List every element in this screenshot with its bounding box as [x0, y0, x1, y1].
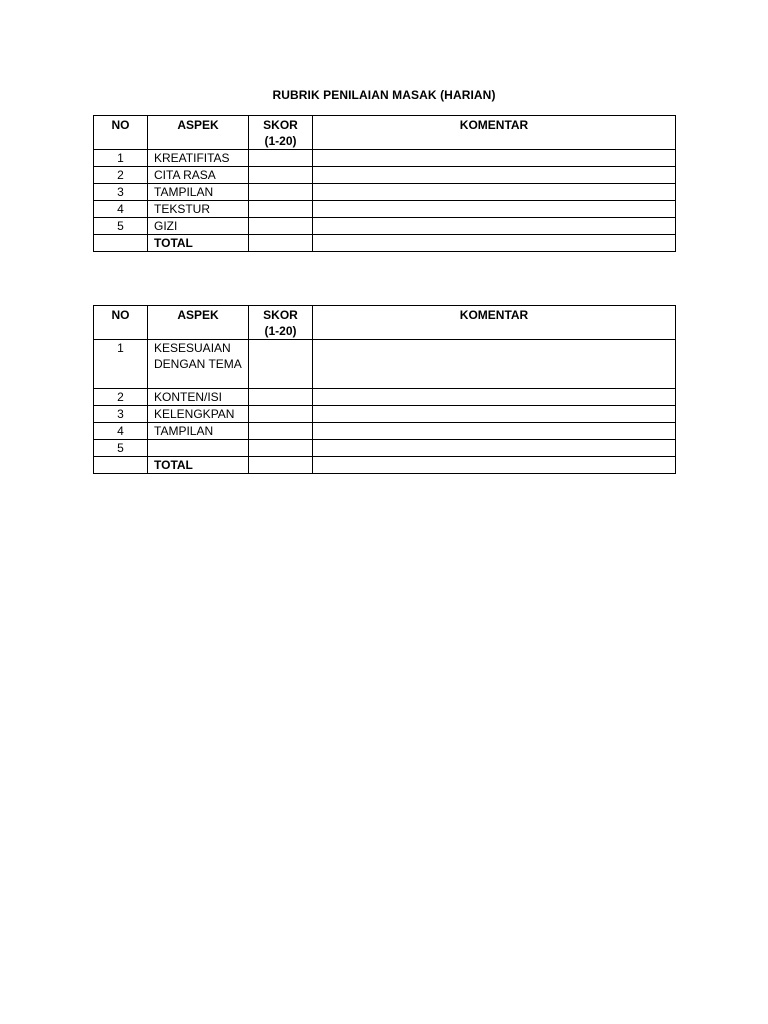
header-komentar: KOMENTAR: [313, 306, 676, 340]
total-label: TOTAL: [148, 457, 249, 474]
header-skor-line2: (1-20): [264, 134, 297, 148]
comment-cell[interactable]: [313, 167, 676, 184]
header-skor-line1: SKOR: [263, 118, 298, 132]
comment-cell[interactable]: [313, 406, 676, 423]
header-skor-line2: (1-20): [264, 324, 297, 338]
total-number-cell: [94, 457, 148, 474]
total-comment-cell[interactable]: [313, 457, 676, 474]
row-number: 5: [94, 218, 148, 235]
comment-cell[interactable]: [313, 201, 676, 218]
table-row: [94, 406, 676, 423]
row-number: 1: [94, 340, 148, 389]
table-row: [94, 389, 676, 406]
row-number: 4: [94, 423, 148, 440]
total-label: TOTAL: [148, 235, 249, 252]
total-comment-cell[interactable]: [313, 235, 676, 252]
row-aspek: KREATIFITAS: [148, 150, 249, 167]
score-cell[interactable]: [249, 340, 313, 389]
row-aspek: CITA RASA: [148, 167, 249, 184]
score-cell[interactable]: [249, 167, 313, 184]
score-cell[interactable]: [249, 423, 313, 440]
row-number: 2: [94, 389, 148, 406]
row-aspek: [148, 440, 249, 457]
header-no: NO: [94, 116, 148, 150]
row-aspek: TAMPILAN: [148, 423, 249, 440]
comment-cell[interactable]: [313, 218, 676, 235]
comment-cell[interactable]: [313, 184, 676, 201]
row-number: 5: [94, 440, 148, 457]
comment-cell[interactable]: [313, 150, 676, 167]
comment-cell[interactable]: [313, 389, 676, 406]
row-aspek: GIZI: [148, 218, 249, 235]
table-row: [94, 184, 676, 201]
table-row: [94, 201, 676, 218]
header-aspek: ASPEK: [148, 116, 249, 150]
header-no: NO: [94, 306, 148, 340]
header-skor: [249, 116, 313, 150]
row-aspek: TEKSTUR: [148, 201, 249, 218]
total-row: [94, 235, 676, 252]
score-cell[interactable]: [249, 440, 313, 457]
total-number-cell: [94, 235, 148, 252]
table-row: [94, 340, 676, 389]
score-cell[interactable]: [249, 150, 313, 167]
comment-cell[interactable]: [313, 423, 676, 440]
rubric-table-theme: [93, 305, 676, 474]
table-row: [94, 167, 676, 184]
comment-cell[interactable]: [313, 340, 676, 389]
header-komentar: KOMENTAR: [313, 116, 676, 150]
score-cell[interactable]: [249, 218, 313, 235]
row-number: 1: [94, 150, 148, 167]
table-header-row: [94, 116, 676, 150]
score-cell[interactable]: [249, 201, 313, 218]
row-number: 3: [94, 184, 148, 201]
total-row: [94, 457, 676, 474]
total-score-cell[interactable]: [249, 457, 313, 474]
row-aspek: TAMPILAN: [148, 184, 249, 201]
page-title: RUBRIK PENILAIAN MASAK (HARIAN): [272, 88, 496, 102]
row-number: 3: [94, 406, 148, 423]
table-row: [94, 150, 676, 167]
header-aspek: ASPEK: [148, 306, 249, 340]
total-score-cell[interactable]: [249, 235, 313, 252]
row-aspek: KELENGKPAN: [148, 406, 249, 423]
row-aspek: KONTEN/ISI: [148, 389, 249, 406]
score-cell[interactable]: [249, 406, 313, 423]
score-cell[interactable]: [249, 184, 313, 201]
table-header-row: [94, 306, 676, 340]
row-aspek: KESESUAIAN DENGAN TEMA: [148, 340, 249, 389]
header-skor-line1: SKOR: [263, 308, 298, 322]
rubric-table-daily: [93, 115, 676, 252]
table-row: [94, 218, 676, 235]
header-skor: [249, 306, 313, 340]
comment-cell[interactable]: [313, 440, 676, 457]
row-number: 4: [94, 201, 148, 218]
table-row: [94, 423, 676, 440]
row-number: 2: [94, 167, 148, 184]
table-row: [94, 440, 676, 457]
score-cell[interactable]: [249, 389, 313, 406]
